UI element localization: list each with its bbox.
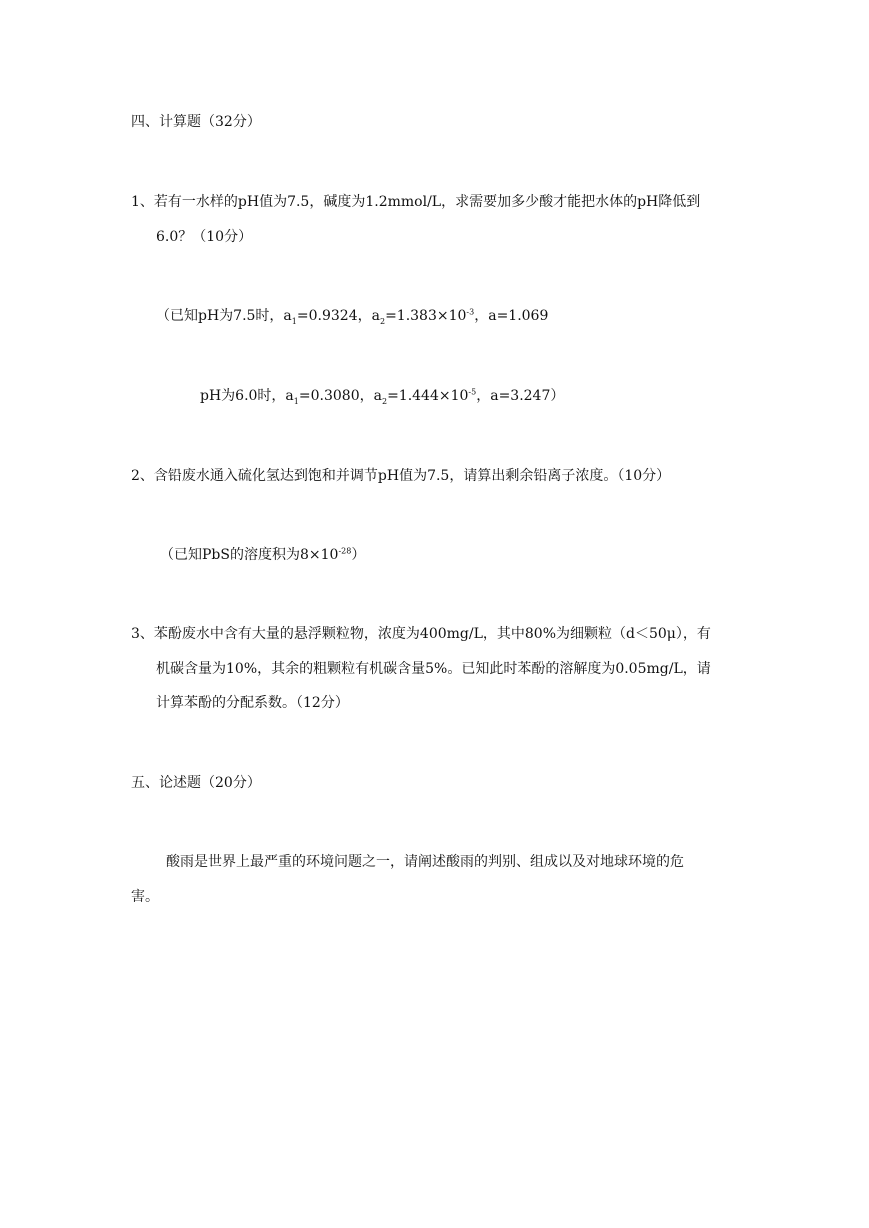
question-1-line-2: 6.0？（10分） xyxy=(156,229,253,245)
given-2-exponent: -5 xyxy=(468,387,477,397)
question-1-given-1 xyxy=(156,306,548,326)
question-3-line-2: 机碳含量为10%，其余的粗颗粒有机碳含量5%。已知此时苯酚的溶解度为0.05mg/L，请 xyxy=(156,661,711,677)
given-1-prefix: （已知pH为7.5时，a xyxy=(156,308,292,324)
section-5-title: 五、论述题（20分） xyxy=(131,775,261,791)
given-1-mid-1: =0.9324，a xyxy=(296,308,380,324)
question-2-given-prefix: （已知PbS的溶度积为8×10 xyxy=(160,547,339,563)
given-2-mid-1: =0.3080，a xyxy=(298,388,382,404)
section-4-title: 四、计算题（32分） xyxy=(131,114,261,130)
question-3-line-1: 3、苯酚废水中含有大量的悬浮颗粒物，浓度为400mg/L，其中80%为细颗粒（d＜50μ），有 xyxy=(131,626,711,642)
given-1-subscript-1: 1 xyxy=(291,316,297,326)
given-2-subscript-2: 2 xyxy=(381,396,388,406)
question-2-given xyxy=(160,545,365,565)
question-1-given-2 xyxy=(200,386,564,406)
given-1-mid-2: =1.383×10 xyxy=(385,308,467,324)
given-2-end: ，a=3.247） xyxy=(476,388,565,404)
question-2-given-end: ） xyxy=(351,547,366,563)
given-2-mid-2: =1.444×10 xyxy=(387,388,469,404)
question-2-given-exponent: -28 xyxy=(338,546,352,556)
essay-prompt-line-2: 害。 xyxy=(131,889,159,905)
question-3-line-3: 计算苯酚的分配系数。（12分） xyxy=(156,695,349,711)
given-2-subscript-1: 1 xyxy=(293,396,299,406)
given-1-exponent: -3 xyxy=(466,307,475,317)
given-2-prefix: pH为6.0时，a xyxy=(200,388,294,404)
question-2-line-1: 2、含铅废水通入硫化氢达到饱和并调节pH值为7.5，请算出剩余铅离子浓度。（10分） xyxy=(131,468,671,484)
question-1-line-1: 1、若有一水样的pH值为7.5，碱度为1.2mmol/L，求需要加多少酸才能把水体的pH降低到 xyxy=(131,194,701,210)
given-1-subscript-2: 2 xyxy=(379,316,386,326)
essay-prompt-line-1: 酸雨是世界上最严重的环境问题之一，请阐述酸雨的判别、组成以及对地球环境的危 xyxy=(166,854,684,870)
given-1-end: ，a=1.069 xyxy=(474,308,549,324)
